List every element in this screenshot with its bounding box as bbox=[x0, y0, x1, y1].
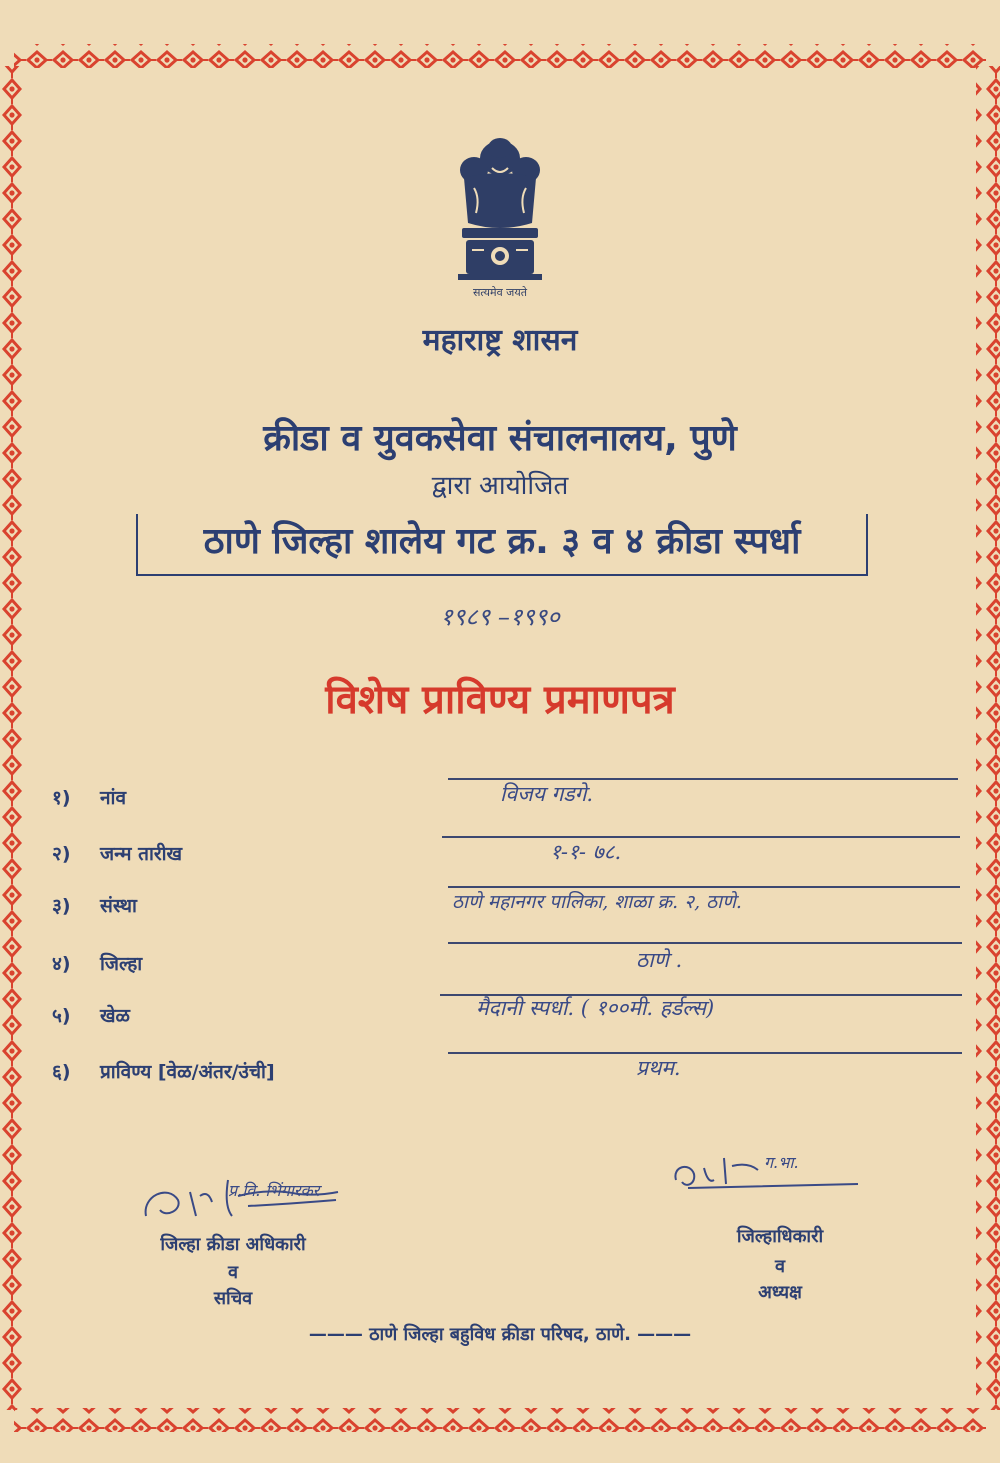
field-number: १) bbox=[52, 787, 71, 809]
field-line bbox=[442, 836, 960, 838]
organised-by-text: द्वारा आयोजित bbox=[431, 471, 569, 501]
government-name: महाराष्ट्र शासन bbox=[422, 323, 578, 358]
left-signatory-role: सचिव bbox=[213, 1288, 253, 1309]
emblem-motto: सत्यमेव जयते bbox=[472, 286, 528, 299]
right-signature bbox=[668, 1144, 868, 1200]
left-signature-text: प्र.वि. भिंगारकर bbox=[228, 1181, 320, 1200]
certificate-title: विशेष प्राविण्य प्रमाणपत्र bbox=[325, 677, 675, 723]
field-number: ६) bbox=[52, 1061, 71, 1083]
field-row-institution bbox=[0, 886, 1000, 926]
field-value-name: विजय गडगे. bbox=[500, 782, 594, 806]
field-label-achievement: प्राविण्य [वेळ/अंतर/उंची] bbox=[100, 1061, 275, 1083]
national-emblem-icon bbox=[440, 128, 560, 304]
field-number: ३) bbox=[52, 895, 71, 917]
left-signatory-title: जिल्हा क्रीडा अधिकारी bbox=[160, 1234, 306, 1255]
field-value-birthdate: १-१- ७८. bbox=[550, 840, 622, 864]
field-value-achievement: प्रथम. bbox=[636, 1056, 681, 1080]
right-signature-text: ग.भा. bbox=[764, 1153, 799, 1172]
event-year: १९८९ –१९९० bbox=[440, 603, 560, 631]
field-value-district: ठाणे . bbox=[636, 948, 683, 972]
field-number: ५) bbox=[52, 1005, 71, 1027]
field-label-district: जिल्हा bbox=[100, 953, 143, 975]
right-signatory-role: अध्यक्ष bbox=[758, 1282, 802, 1303]
department-name: क्रीडा व युवकसेवा संचालनालय, पुणे bbox=[263, 418, 737, 459]
field-label-institution: संस्था bbox=[100, 895, 137, 917]
field-row-birthdate bbox=[0, 836, 1000, 876]
field-line bbox=[448, 942, 962, 944]
right-signatory-title: जिल्हाधिकारी bbox=[736, 1226, 824, 1247]
field-label-name: नांव bbox=[100, 787, 127, 809]
field-number: २) bbox=[52, 843, 71, 865]
field-row-sport bbox=[0, 994, 1000, 1034]
field-number: ४) bbox=[52, 953, 71, 975]
field-value-institution: ठाणे महानगर पालिका, शाळा क्र. २, ठाणे. bbox=[452, 891, 742, 913]
left-signatory-and: व bbox=[227, 1262, 238, 1283]
field-label-sport: खेळ bbox=[100, 1005, 130, 1027]
field-row-achievement bbox=[0, 1052, 1000, 1092]
field-row-district bbox=[0, 942, 1000, 982]
field-value-sport: मैदानी स्पर्धा. ( १००मी. हर्डल्स) bbox=[476, 996, 715, 1020]
right-signatory-and: व bbox=[774, 1256, 785, 1277]
field-line bbox=[448, 1052, 962, 1054]
footer-council-name: ——— ठाणे जिल्हा बहुविध क्रीडा परिषद, ठाणे. ——— bbox=[308, 1324, 692, 1345]
field-label-birthdate: जन्म तारीख bbox=[100, 843, 183, 865]
field-row-name bbox=[0, 778, 1000, 818]
event-title: ठाणे जिल्हा शालेय गट क्र. ३ व ४ क्रीडा स्पर्धा bbox=[136, 514, 868, 576]
left-signature bbox=[138, 1166, 348, 1232]
